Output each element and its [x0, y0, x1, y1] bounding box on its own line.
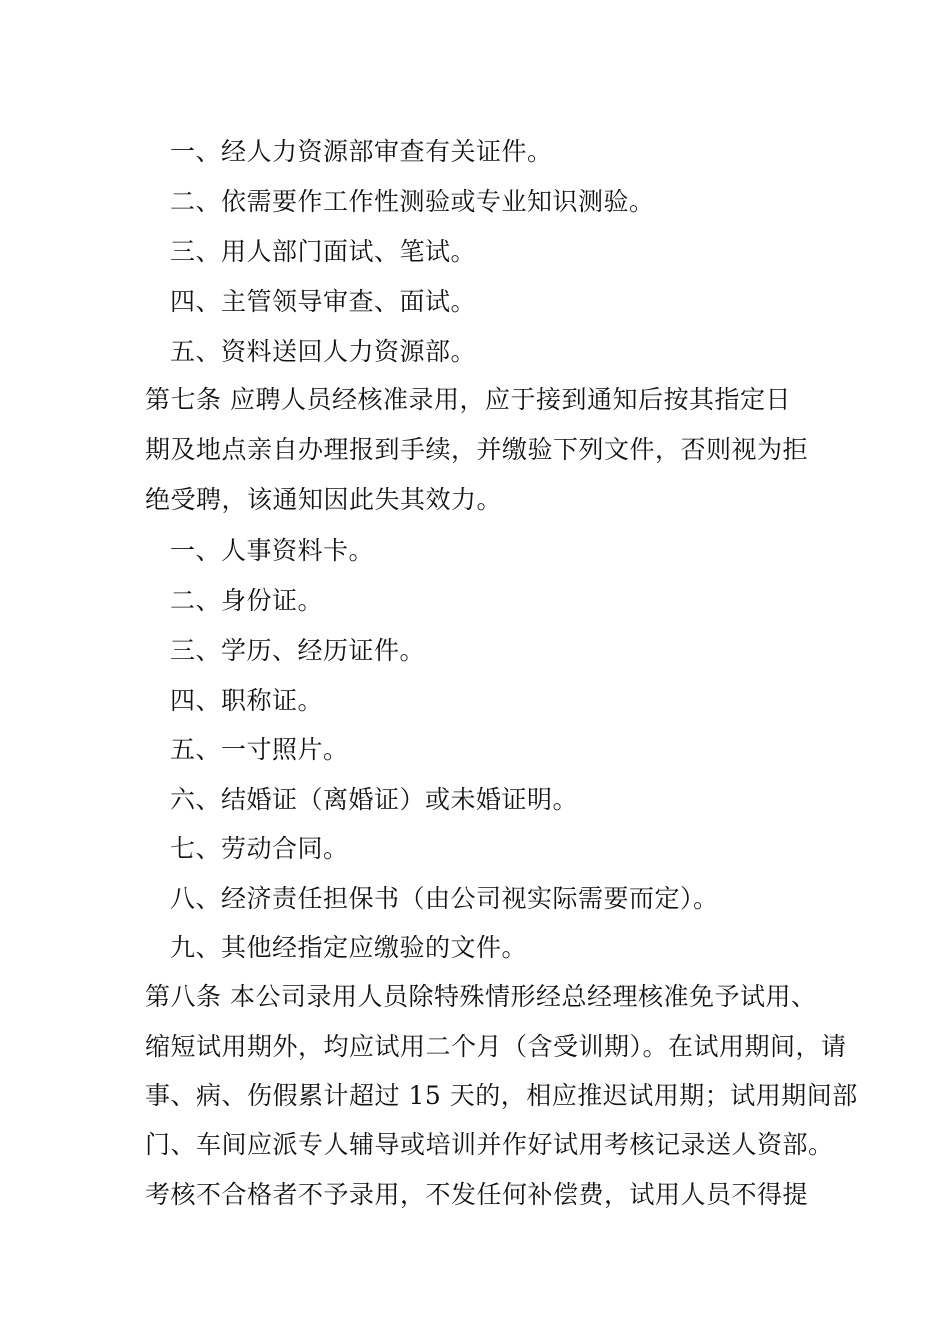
article-8-line: 事、病、伤假累计超过 15 天的，相应推迟试用期；试用期间部	[145, 1081, 858, 1110]
list-item: 四、主管领导审查、面试。	[170, 287, 477, 316]
list-item: 九、其他经指定应缴验的文件。	[170, 933, 528, 962]
article-8-line: 缩短试用期外，均应试用二个月（含受训期）。在试用期间，请	[145, 1032, 847, 1061]
article-7-line: 绝受聘，该通知因此失其效力。	[145, 485, 503, 514]
list-item: 五、资料送回人力资源部。	[170, 337, 477, 366]
list-item: 七、劳动合同。	[170, 834, 349, 863]
article-8-line: 门、车间应派专人辅导或培训并作好试用考核记录送人资部。	[145, 1130, 834, 1159]
list-item: 三、用人部门面试、笔试。	[170, 237, 477, 266]
list-item: 三、学历、经历证件。	[170, 636, 426, 665]
list-item: 六、结婚证（离婚证）或未婚证明。	[170, 785, 579, 814]
article-8-line: 第八条 本公司录用人员除特殊情形经总经理核准免予试用、	[145, 982, 817, 1011]
list-item: 二、依需要作工作性测验或专业知识测验。	[170, 187, 655, 216]
article-8-line: 考核不合格者不予录用，不发任何补偿费，试用人员不得提	[145, 1180, 809, 1209]
list-item: 八、经济责任担保书（由公司视实际需要而定）。	[170, 884, 719, 913]
article-7-line: 期及地点亲自办理报到手续，并缴验下列文件，否则视为拒	[145, 435, 809, 464]
list-item: 二、身份证。	[170, 586, 324, 615]
list-item: 一、人事资料卡。	[170, 536, 375, 565]
list-item: 五、一寸照片。	[170, 735, 349, 764]
list-item: 一、经人力资源部审查有关证件。	[170, 137, 553, 166]
list-item: 四、职称证。	[170, 686, 324, 715]
article-7-line: 第七条 应聘人员经核准录用，应于接到通知后按其指定日	[145, 385, 791, 414]
